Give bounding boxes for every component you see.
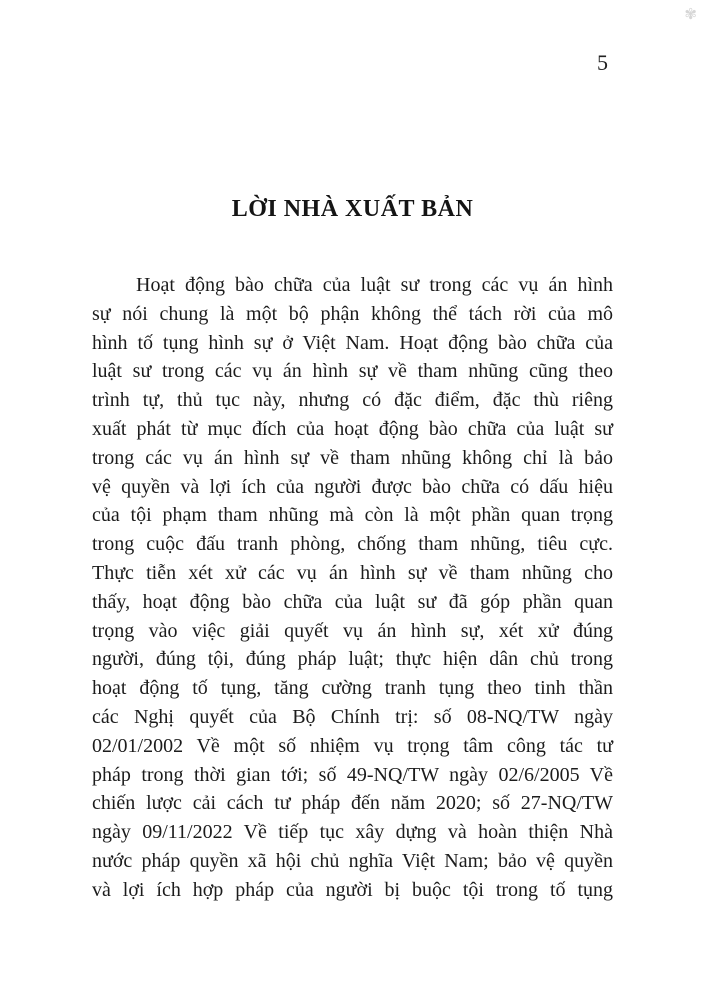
body-line: trong cuộc đấu tranh phòng, chống tham nhũng, tiêu cực. — [92, 533, 613, 556]
body-line: các Nghị quyết của Bộ Chính trị: số 08-NQ/TW ngày — [92, 705, 613, 728]
body-line: trong các vụ án hình sự về tham nhũng không chỉ là bảo — [92, 446, 613, 469]
body-line: vệ quyền và lợi ích của người được bào chữa có dấu hiệu — [92, 475, 613, 498]
body-line: thấy, hoạt động bào chữa của luật sư đã góp phần quan — [92, 590, 613, 613]
body-line: của tội phạm tham nhũng mà còn là một phần quan trọng — [92, 504, 613, 527]
body-line: người, đúng tội, đúng pháp luật; thực hiện dân chủ trong — [92, 648, 613, 671]
body-line: hoạt động tố tụng, tăng cường tranh tụng theo tinh thần — [92, 677, 613, 700]
body-line: trình tự, thủ tục này, nhưng có đặc điểm, đặc thù riêng — [92, 389, 613, 412]
body-line: Thực tiễn xét xử các vụ án hình sự về tham nhũng cho — [92, 561, 613, 584]
body-line: ngày 09/11/2022 Về tiếp tục xây dựng và hoàn thiện Nhà — [92, 821, 613, 844]
body-line: chiến lược cải cách tư pháp đến năm 2020; số 27-NQ/TW — [92, 792, 613, 815]
page-number: 5 — [597, 50, 608, 75]
body-line: luật sư trong các vụ án hình sự về tham nhũng cũng theo — [92, 360, 613, 383]
flower-icon: ✾ — [684, 5, 697, 23]
body-line: xuất phát từ mục đích của hoạt động bào chữa của luật sư — [92, 417, 613, 440]
body-line: và lợi ích hợp pháp của người bị buộc tội trong tố tụng — [92, 878, 613, 901]
body-paragraph — [92, 271, 613, 905]
body-line: 02/01/2002 Về một số nhiệm vụ trọng tâm công tác tư — [92, 734, 613, 757]
body-line: pháp trong thời gian tới; số 49-NQ/TW ngày 02/6/2005 Về — [92, 763, 613, 786]
body-line: trọng vào việc giải quyết vụ án hình sự, xét xử đúng — [92, 619, 613, 642]
body-line: nước pháp quyền xã hội chủ nghĩa Việt Nam; bảo vệ quyền — [92, 849, 613, 872]
body-line: sự nói chung là một bộ phận không thể tách rời của mô — [92, 302, 613, 325]
chapter-title: LỜI NHÀ XUẤT BẢN — [231, 196, 474, 222]
body-line: hình tố tụng hình sự ở Việt Nam. Hoạt động bào chữa của — [92, 331, 613, 354]
body-line: Hoạt động bào chữa của luật sư trong các vụ án hình — [136, 274, 613, 296]
